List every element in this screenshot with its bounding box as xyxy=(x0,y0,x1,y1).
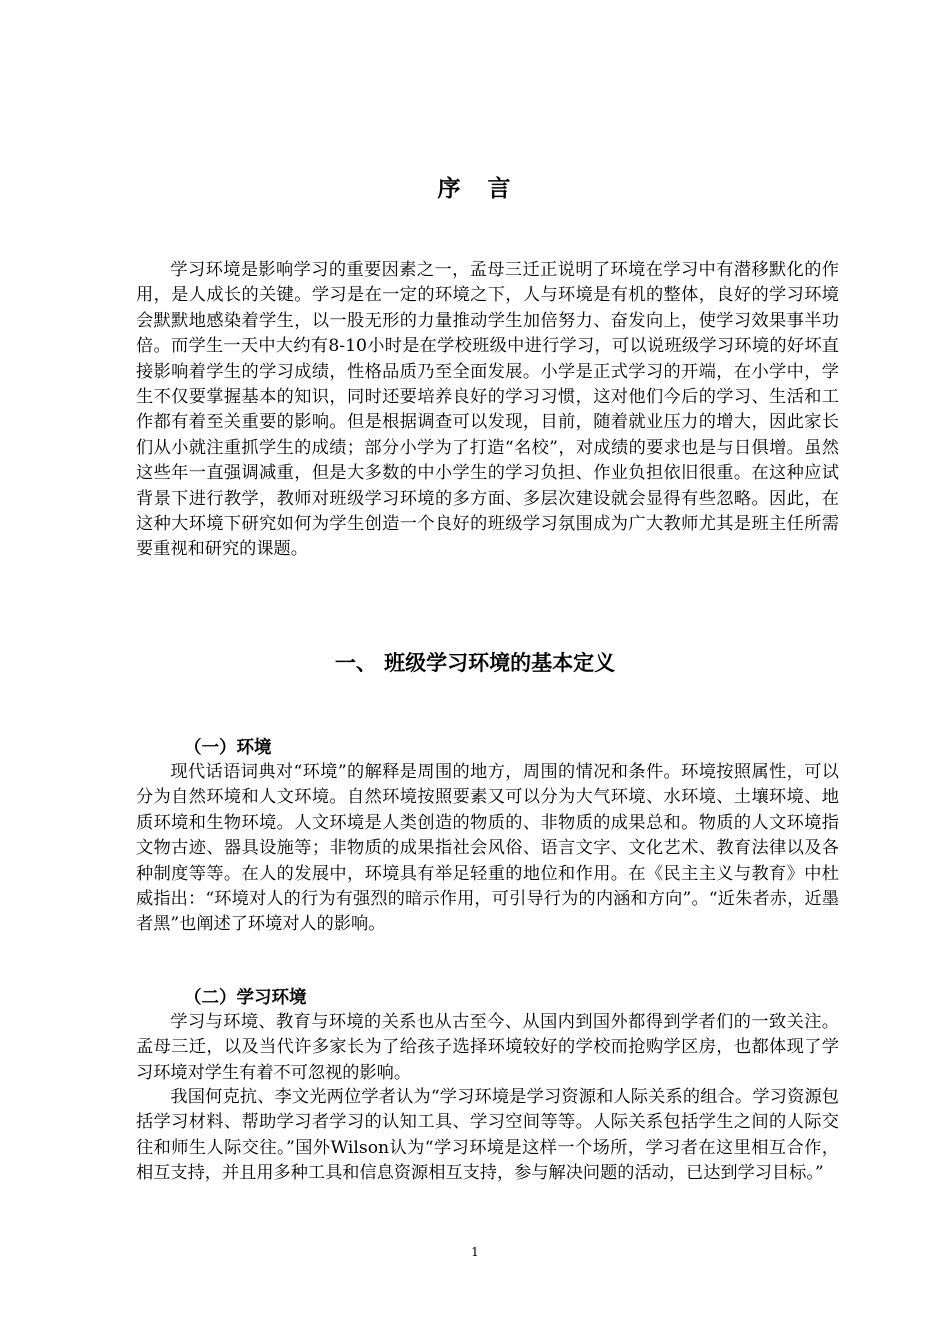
preface-paragraph: 学习环境是影响学习的重要因素之一，孟母三迁正说明了环境在学习中有潜移默化的作用，是人成长的关键。学习是在一定的环境之下，人与环境是有机的整体，良好的学习环境会默默地感染着学生，以一股无形的力量推动学生加倍努力、奋发向上，使学习效果事半功倍。而学生一天中大约有8-10小时是在学校班级中进行学习，可以说班级学习环境的好坏直接影响着学生的学习成绩，性格品质乃至全面发展。小学是正式学习的开端，在小学中，学生不仅要掌握基本的知识，同时还要培养良好的学习习惯，这对他们今后的学习、生活和工作都有着至关重要的影响。但是根据调查可以发现，目前，随着就业压力的增大，因此家长们从小就注重抓学生的成绩；部分小学为了打造“名校”，对成绩的要求也是与日俱增。虽然这些年一直强调减重，但是大多数的中小学生的学习负担、作业负担依旧很重。在这种应试背景下进行教学，教师对班级学习环境的多方面、多层次建设就会显得有些忽略。因此，在这种大环境下研究如何为学生创造一个良好的班级学习氛围成为广大教师尤其是班主任所需要重视和研究的课题。 xyxy=(136,260,839,560)
page-number: 1 xyxy=(471,1245,479,1259)
learning-environment-paragraph-2: 我国何克抗、李文光两位学者认为“学习环境是学习资源和人际关系的组合。学习资源包括学习材料、帮助学习者学习的认知工具、学习空间等等。人际关系包括学生之间的人际交往和师生人际交往。”国外Wilson认为“学习环境是这样一个场所，学习者在这里相互合作，相互支持，并且用多种工具和信息资源相互支持，参与解决问题的活动，已达到学习目标。” xyxy=(136,1087,839,1184)
learning-environment-paragraph-1: 学习与环境、教育与环境的关系也从古至今、从国内到国外都得到学者们的一致关注。孟母三迁，以及当代许多家长为了给孩子选择环境较好的学校而抢购学区房，也都体现了学习环境对学生有着不可忽视的影响。 xyxy=(136,1012,839,1083)
subsection-heading-environment: （一）环境 xyxy=(184,738,272,758)
environment-paragraph: 现代话语词典对“环境”的解释是周围的地方，周围的情况和条件。环境按照属性，可以分为自然环境和人文环境。自然环境按照要素又可以分为大气环境、水环境、土壤环境、地质环境和生物环境。人文环境是人类创造的物质的、非物质的成果总和。物质的人文环境指文物古迹、器具设施等；非物质的成果指社会风俗、语言文字、文化艺术、教育法律以及各种制度等等。在人的发展中，环境具有举足轻重的地位和作用。在《民主主义与教育》中杜威指出：“环境对人的行为有强烈的暗示作用，可引导行为的内涵和方向”。“近朱者赤，近墨者黑”也阐述了环境对人的影响。 xyxy=(136,762,839,935)
preface-title: 序 言 xyxy=(437,176,513,202)
subsection-heading-learning-environment: （二）学习环境 xyxy=(184,988,307,1008)
section-heading: 一、 班级学习环境的基本定义 xyxy=(334,651,616,675)
